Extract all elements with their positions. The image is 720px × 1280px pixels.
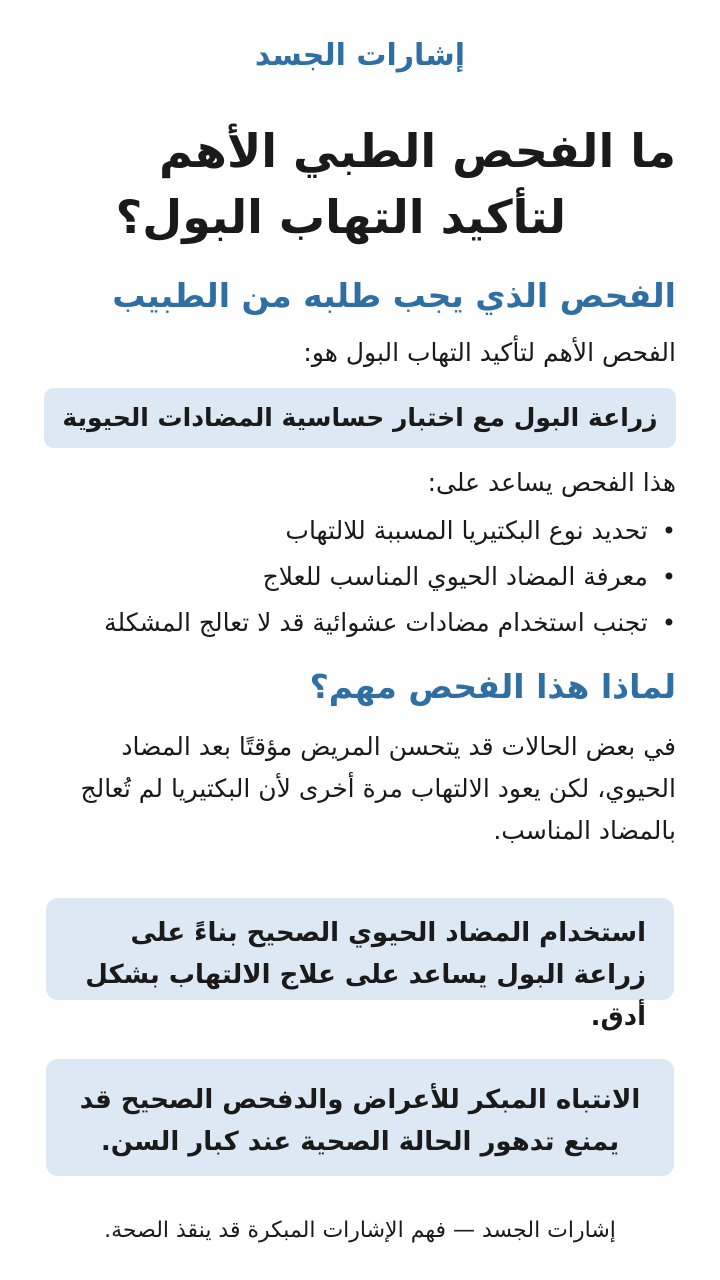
footer-tagline: إشارات الجسد — فهم الإشارات المبكرة قد ينقذ الصحة. — [104, 1218, 616, 1243]
brand-title: إشارات الجسد — [254, 38, 466, 73]
section-heading-why: لماذا هذا الفحص مهم؟ — [309, 667, 676, 706]
page-title — [96, 118, 676, 250]
page-title-line-1: ما الفحص الطبي الأهم — [158, 124, 676, 178]
benefits-list — [36, 508, 676, 646]
test-name-highlight: زراعة البول مع اختبار حساسية المضادات الحيوية — [44, 388, 676, 448]
list-item: • تحديد نوع البكتيريا المسببة للالتهاب — [36, 508, 676, 554]
section-heading-test: الفحص الذي يجب طلبه من الطبيب — [112, 276, 676, 315]
why-paragraph: في بعض الحالات قد يتحسن المريض مؤقتًا بعد المضاد الحيوي، لكن يعود الالتهاب مرة أخرى لأن البكتيريا لم تُعالج بالمضاد المناسب. — [80, 732, 676, 845]
callout-box-elderly: الانتباه المبكر للأعراض والدفحص الصحيح قد يمنع تدهور الحالة الصحية عند كبار السن. — [46, 1059, 674, 1176]
test-intro-text: الفحص الأهم لتأكيد التهاب البول هو: — [303, 338, 676, 367]
page-title-line-2: لتأكيد التهاب البول؟ — [115, 190, 566, 244]
helps-label: هذا الفحص يساعد على: — [427, 468, 676, 497]
list-item: • تجنب استخدام مضادات عشوائية قد لا تعالج المشكلة — [36, 600, 676, 646]
callout-box-antibiotic: استخدام المضاد الحيوي الصحيح بناءً على زراعة البول يساعد على علاج الالتهاب بشكل أدق. — [46, 898, 674, 1000]
list-item: • معرفة المضاد الحيوي المناسب للعلاج — [36, 554, 676, 600]
